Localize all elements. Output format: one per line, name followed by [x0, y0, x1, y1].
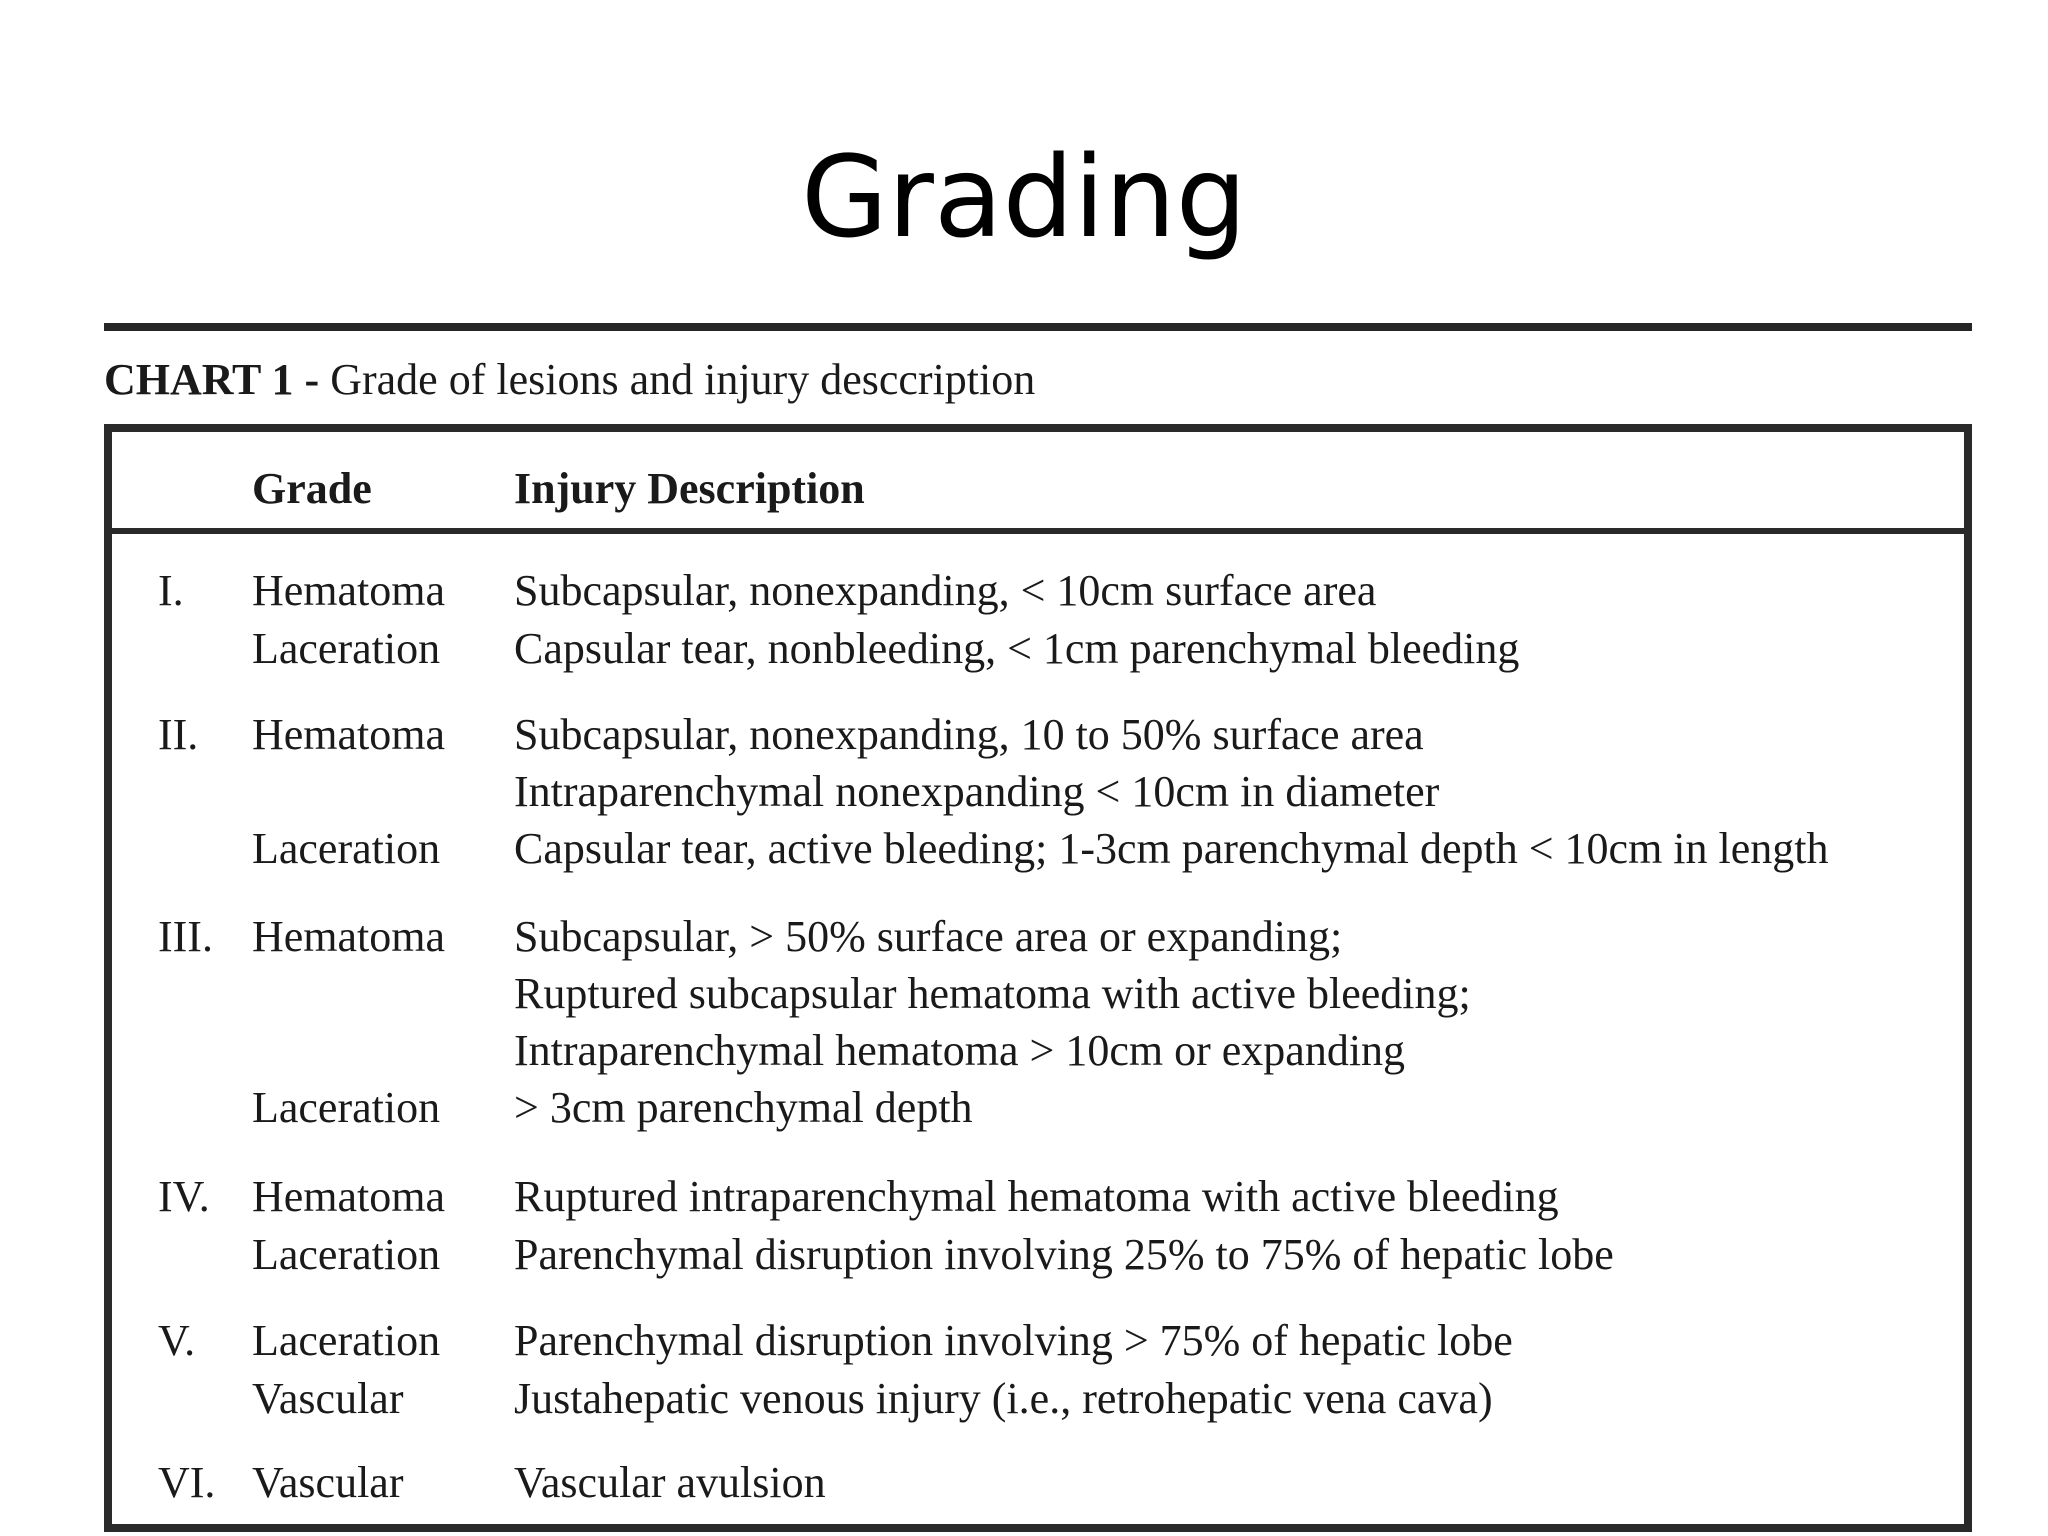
injury-description: Capsular tear, nonbleeding, < 1cm parenchymal bleeding: [514, 624, 1520, 673]
injury-type: Vascular: [252, 1374, 404, 1423]
injury-description: Intraparenchymal nonexpanding < 10cm in diameter: [514, 767, 1440, 816]
header-injury-description: Injury Description: [514, 464, 865, 513]
injury-description: > 3cm parenchymal depth: [514, 1083, 973, 1132]
injury-description: Justahepatic venous injury (i.e., retrohepatic vena cava): [514, 1374, 1493, 1423]
grade-numeral: IV.: [158, 1172, 210, 1221]
chart-caption-text: Grade of lesions and injury desccription: [330, 355, 1036, 404]
injury-description: Ruptured subcapsular hematoma with active bleeding;: [514, 969, 1471, 1018]
injury-type: Vascular: [252, 1458, 404, 1507]
injury-type: Laceration: [252, 824, 441, 873]
injury-description: Parenchymal disruption involving > 75% of hepatic lobe: [514, 1316, 1513, 1365]
injury-description: Subcapsular, > 50% surface area or expanding;: [514, 912, 1343, 961]
injury-type: Hematoma: [252, 1172, 446, 1221]
injury-description: Subcapsular, nonexpanding, < 10cm surface area: [514, 566, 1377, 615]
injury-description: Subcapsular, nonexpanding, 10 to 50% surface area: [514, 710, 1424, 759]
injury-type: Laceration: [252, 1316, 441, 1365]
header-grade: Grade: [252, 464, 372, 513]
injury-description: Intraparenchymal hematoma > 10cm or expanding: [514, 1026, 1406, 1075]
injury-type: Laceration: [252, 1083, 441, 1132]
injury-description: Parenchymal disruption involving 25% to 75% of hepatic lobe: [514, 1230, 1614, 1279]
grading-table: [104, 424, 1972, 1532]
injury-type: Laceration: [252, 624, 441, 673]
injury-description: Ruptured intraparenchymal hematoma with active bleeding: [514, 1172, 1559, 1221]
top-rule: [104, 323, 1972, 331]
injury-type: Hematoma: [252, 566, 446, 615]
grade-numeral: III.: [158, 912, 213, 961]
injury-type: Hematoma: [252, 912, 446, 961]
chart-caption-label: CHART 1 -: [104, 355, 320, 404]
injury-type: Hematoma: [252, 710, 446, 759]
chart-caption: [104, 352, 1035, 408]
grade-numeral: I.: [158, 566, 184, 615]
injury-type: Laceration: [252, 1230, 441, 1279]
injury-description: Capsular tear, active bleeding; 1-3cm parenchymal depth < 10cm in length: [514, 824, 1829, 873]
grade-numeral: V.: [158, 1316, 196, 1365]
table-header-row: [112, 432, 1964, 534]
injury-description: Vascular avulsion: [514, 1458, 826, 1507]
grade-numeral: VI.: [158, 1458, 216, 1507]
slide-title: Grading: [801, 133, 1247, 263]
grade-numeral: II.: [158, 710, 199, 759]
